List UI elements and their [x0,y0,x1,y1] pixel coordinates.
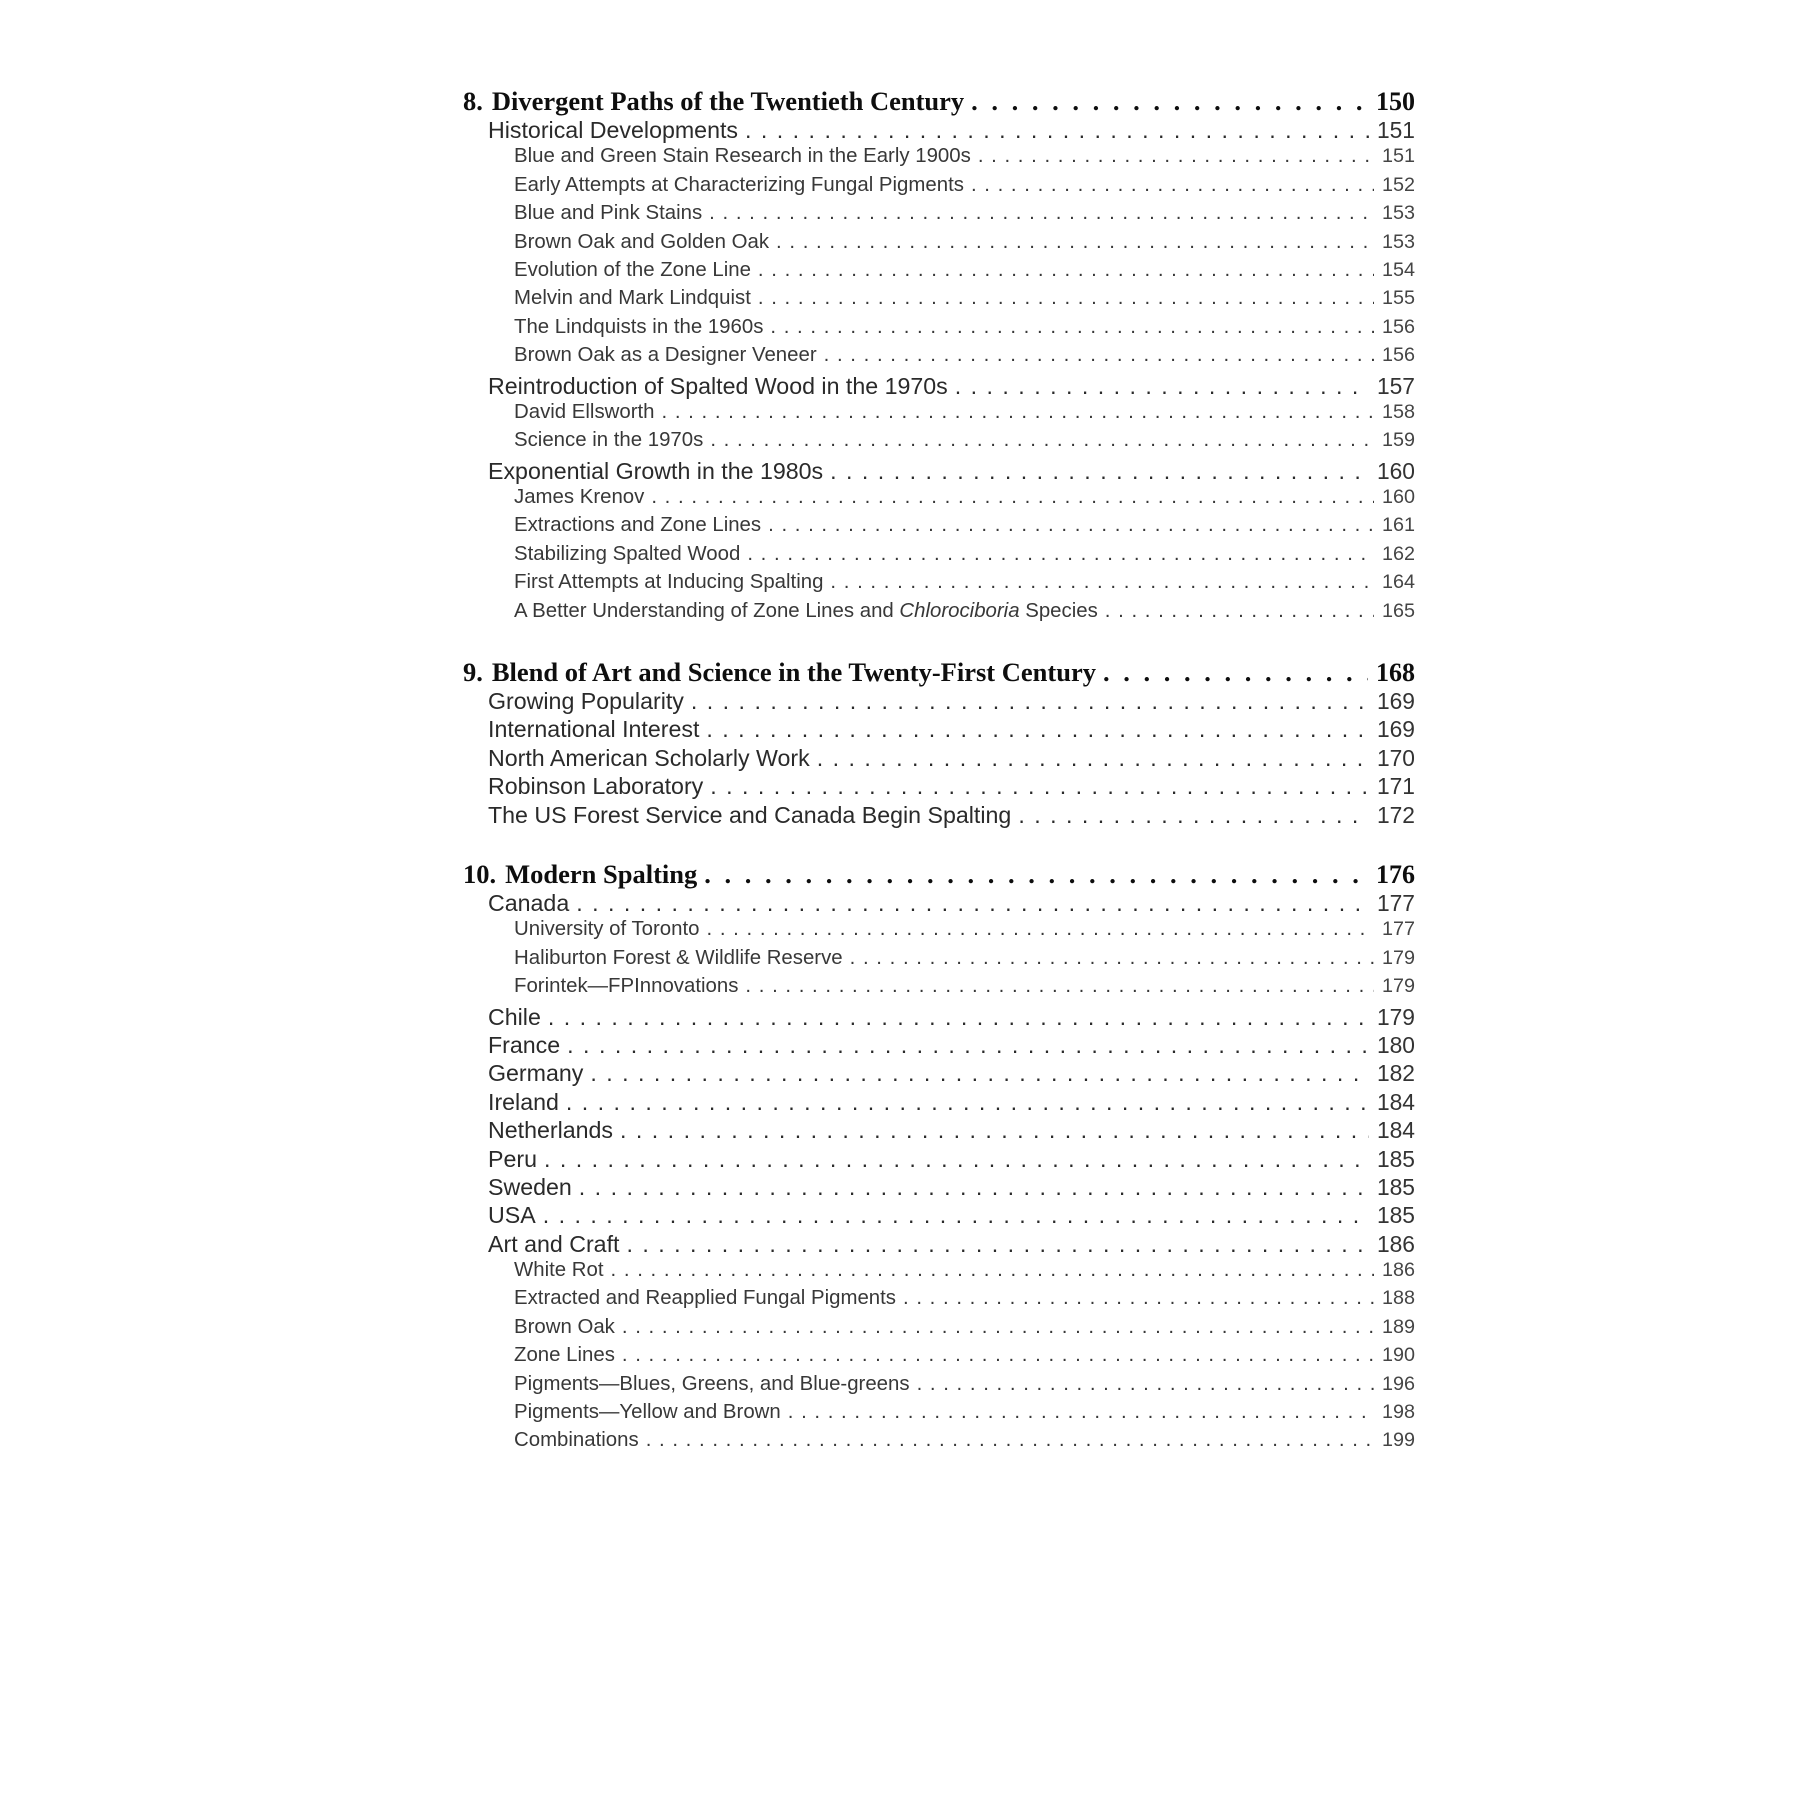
entry-label: Brown Oak and Golden Oak [514,230,770,253]
toc-entry-row [463,458,1415,486]
toc-entry-row [463,802,1415,830]
dot-leader [776,231,1374,254]
chapter-heading-row [463,86,1415,117]
dot-leader [745,117,1369,144]
entry-page-number: 156 [1381,344,1415,367]
entry-label: Blue and Green Stain Research in the Early 1900s [514,145,971,168]
entry-label: Science in the 1970s [514,429,704,452]
toc-entry-row [463,486,1415,514]
toc-entry-row [463,1401,1415,1429]
entry-page-number: 151 [1381,145,1415,168]
dot-leader [543,1202,1369,1229]
entry-label: Evolution of the Zone Line [514,258,751,281]
dot-leader [548,1004,1369,1031]
toc-entry-row [463,716,1415,744]
chapter-entries [463,117,1415,628]
toc-entry-row [463,1287,1415,1315]
entry-label: Reintroduction of Spalted Wood in the 1970s [488,372,948,399]
chapter-page-number: 150 [1376,87,1415,116]
toc-chapter [463,86,1415,628]
entry-label: Brown Oak as a Designer Veneer [514,344,817,367]
entry-page-number: 159 [1381,429,1415,452]
chapter-heading-row [463,859,1415,890]
entry-page-number: 158 [1381,400,1415,423]
entry-page-number: 154 [1381,258,1415,281]
dot-leader [709,202,1374,225]
dot-leader [710,773,1369,800]
entry-page-number: 179 [1381,975,1415,998]
toc-entry-row [463,1429,1415,1457]
entry-page-number: 160 [1376,457,1415,484]
entry-label: Art and Craft [488,1230,620,1257]
dot-leader [850,947,1374,970]
entry-label: James Krenov [514,486,645,509]
toc-entry-row [463,259,1415,287]
dot-leader [770,316,1374,339]
toc-entry-row [463,1174,1415,1202]
entry-page-number: 179 [1381,946,1415,969]
entry-label: First Attempts at Inducing Spalting [514,571,824,594]
toc-entry-row [463,344,1415,372]
entry-label: Early Attempts at Characterizing Fungal Pigments [514,173,964,196]
dot-leader [579,1174,1369,1201]
entry-page-number: 172 [1376,801,1415,828]
dot-leader [1103,657,1368,688]
entry-page-number: 156 [1381,315,1415,338]
toc-entry-row [463,202,1415,230]
entry-label: USA [488,1202,536,1229]
entry-label: Extractions and Zone Lines [514,514,762,537]
entry-page-number: 155 [1381,287,1415,310]
entry-label: Growing Popularity [488,688,684,715]
entry-label: Exponential Growth in the 1980s [488,457,824,484]
chapter-entries [463,890,1415,1458]
entry-label: Zone Lines [514,1344,615,1367]
chapter-title: Blend of Art and Science in the Twenty-First Century [491,657,1096,688]
entry-label: Peru [488,1145,537,1172]
dot-leader [971,86,1368,117]
toc-entry-row [463,145,1415,173]
dot-leader [917,1373,1374,1396]
entry-page-number: 196 [1381,1372,1415,1395]
dot-leader [626,1231,1369,1258]
entry-page-number: 164 [1381,571,1415,594]
chapter-heading-row [463,657,1415,688]
dot-leader [691,688,1369,715]
dot-leader [788,1401,1374,1424]
toc-entry-row [463,688,1415,716]
toc-entry-row [463,1146,1415,1174]
entry-page-number: 152 [1381,173,1415,196]
dot-leader [1018,802,1369,829]
dot-leader [620,1117,1369,1144]
entry-label: Blue and Pink Stains [514,202,703,225]
toc-entry-row [463,543,1415,571]
chapter-number: 8. [463,86,483,116]
toc-entry-row [463,1089,1415,1117]
dot-leader [971,174,1374,197]
entry-page-number: 184 [1376,1088,1415,1115]
entry-label: Forintek—FPInnovations [514,975,739,998]
entry-label: A Better Understanding of Zone Lines and [514,599,900,622]
dot-leader [707,918,1374,941]
entry-page-number: 153 [1381,202,1415,225]
dot-leader [758,259,1374,282]
entry-page-number: 169 [1376,688,1415,715]
entry-label: White Rot [514,1259,604,1282]
toc-entry-row [463,373,1415,401]
dot-leader [576,890,1369,917]
toc-chapter [463,859,1415,1458]
toc-entry-row [463,1373,1415,1401]
chapter-number: 10. [463,858,497,889]
entry-label: Pigments—Blues, Greens, and Blue-greens [514,1372,910,1395]
toc-entry-row [463,1060,1415,1088]
dot-leader [662,401,1374,424]
entry-label: Melvin and Mark Lindquist [514,287,751,310]
entry-page-number: 151 [1376,117,1415,143]
entry-page-number: 185 [1376,1202,1415,1229]
entry-label: Pigments—Yellow and Brown [514,1401,781,1424]
toc-entry-row [463,1032,1415,1060]
entry-page-number: 179 [1376,1003,1415,1030]
entry-label: Combinations [514,1429,639,1452]
entry-page-number: 157 [1376,372,1415,399]
entry-page-number: 165 [1381,599,1415,622]
dot-leader [622,1344,1374,1367]
entry-label: David Ellsworth [514,400,655,423]
toc-entry-row [463,975,1415,1003]
dot-leader [544,1146,1369,1173]
entry-label: Netherlands [488,1117,614,1144]
toc-entry-row [463,918,1415,946]
entry-label: Germany [488,1060,584,1087]
toc-entry-row [463,401,1415,429]
entry-label: Chile [488,1003,541,1030]
dot-leader [768,514,1374,537]
toc-entry-row [463,1117,1415,1145]
entry-page-number: 190 [1381,1344,1415,1367]
dot-leader [567,1032,1369,1059]
entry-page-number: 188 [1381,1287,1415,1310]
toc-entry-row [463,231,1415,259]
entry-label-suffix: Species [1019,599,1098,622]
entry-label: The US Forest Service and Canada Begin Spalting [488,801,1012,828]
toc-entry-row [463,1231,1415,1259]
table-of-contents [463,86,1415,1458]
toc-entry-row [463,316,1415,344]
entry-label: Canada [488,889,570,916]
entry-page-number: 169 [1376,716,1415,743]
dot-leader [747,543,1374,566]
entry-page-number: 186 [1381,1259,1415,1282]
entry-label: Brown Oak [514,1315,615,1338]
entry-label: France [488,1031,561,1058]
entry-label: University of Toronto [514,918,700,941]
entry-page-number: 170 [1376,744,1415,771]
entry-label: Robinson Laboratory [488,773,704,800]
dot-leader [817,745,1369,772]
entry-page-number: 177 [1381,918,1415,941]
toc-entry-row [463,600,1415,628]
entry-label: Extracted and Reapplied Fungal Pigments [514,1287,896,1310]
entry-page-number: 189 [1381,1315,1415,1338]
entry-page-number: 160 [1381,486,1415,509]
dot-leader [978,145,1374,168]
entry-page-number: 153 [1381,230,1415,253]
dot-leader [1105,600,1374,623]
entry-label: The Lindquists in the 1960s [514,315,764,338]
entry-page-number: 161 [1381,514,1415,537]
dot-leader [590,1060,1369,1087]
toc-chapter [463,657,1415,830]
entry-label: Historical Developments [488,117,739,143]
chapter-number: 9. [463,657,483,688]
entry-page-number: 185 [1376,1145,1415,1172]
toc-entry-row [463,890,1415,918]
entry-page-number: 182 [1376,1060,1415,1087]
toc-entry-row [463,773,1415,801]
chapter-page-number: 168 [1376,658,1415,688]
toc-entry-row [463,1316,1415,1344]
toc-entry-row [463,429,1415,457]
dot-leader [745,975,1374,998]
toc-entry-row [463,287,1415,315]
entry-label: International Interest [488,716,700,743]
dot-leader [903,1287,1374,1310]
entry-page-number: 184 [1376,1117,1415,1144]
dot-leader [706,716,1369,743]
dot-leader [758,287,1374,310]
entry-label-italic: Chlorociboria [899,599,1020,622]
chapter-page-number: 176 [1376,859,1415,889]
dot-leader [830,571,1374,594]
toc-entry-row [463,1259,1415,1287]
dot-leader [830,458,1369,485]
entry-page-number: 162 [1381,542,1415,565]
entry-page-number: 177 [1376,889,1415,916]
entry-label: Sweden [488,1173,572,1200]
dot-leader [955,373,1369,400]
entry-page-number: 180 [1376,1031,1415,1058]
toc-entry-row [463,514,1415,542]
entry-page-number: 171 [1376,773,1415,800]
toc-entry-row [463,571,1415,599]
chapter-title: Modern Spalting [505,858,698,889]
entry-page-number: 185 [1376,1173,1415,1200]
toc-entry-row [463,174,1415,202]
dot-leader [566,1089,1369,1116]
entry-page-number: 199 [1381,1429,1415,1452]
toc-entry-row [463,1202,1415,1230]
toc-entry-row [463,1004,1415,1032]
toc-entry-row [463,117,1415,145]
dot-leader [710,429,1374,452]
dot-leader [622,1316,1374,1339]
dot-leader [611,1259,1374,1282]
entry-label: Ireland [488,1088,559,1115]
chapter-entries [463,688,1415,830]
toc-entry-row [463,1344,1415,1372]
entry-label: Haliburton Forest & Wildlife Reserve [514,946,843,969]
dot-leader [704,859,1368,890]
dot-leader [646,1429,1374,1452]
entry-page-number: 186 [1376,1230,1415,1257]
dot-leader [824,344,1374,367]
dot-leader [651,486,1374,509]
toc-entry-row [463,745,1415,773]
entry-label: North American Scholarly Work [488,744,810,771]
chapter-title: Divergent Paths of the Twentieth Century [491,86,965,116]
toc-entry-row [463,947,1415,975]
entry-label: Stabilizing Spalted Wood [514,542,741,565]
entry-page-number: 198 [1381,1401,1415,1424]
